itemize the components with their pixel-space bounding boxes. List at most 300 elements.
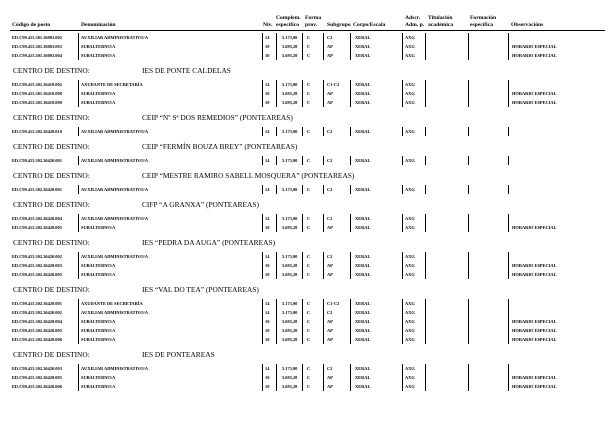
- column-divider: [323, 270, 324, 279]
- centre-label: CENTRO DE DESTINO:: [13, 171, 90, 180]
- table-row: [0, 89, 615, 98]
- column-divider: [262, 382, 263, 391]
- cell-subgrupo: AP: [327, 375, 333, 380]
- cell-code: ED.C99.415.302.36420.005: [12, 225, 62, 230]
- cell-corpo: XERAL: [355, 254, 371, 259]
- cell-adscr: AXG: [405, 187, 415, 192]
- column-divider: [302, 270, 303, 279]
- column-divider: [78, 373, 79, 382]
- cell-corpo: XERAL: [355, 53, 371, 58]
- cell-code: ED.C99.415.302.36420.005: [12, 272, 62, 277]
- cell-complemento: 5.693,28: [282, 319, 298, 324]
- column-divider: [323, 98, 324, 107]
- column-divider: [425, 51, 426, 60]
- table-row: [0, 299, 615, 308]
- cell-denominacion: AXUDANTE DE SECRETARÍA: [81, 82, 143, 87]
- column-divider: [323, 317, 324, 326]
- column-divider: [302, 89, 303, 98]
- cell-niv: 10: [265, 272, 270, 277]
- cell-adscr: AXG: [405, 129, 415, 134]
- table-row: [0, 270, 615, 279]
- cell-complemento: 5.173,00: [282, 254, 298, 259]
- centre-name: IES “VAL DO TEA” (PONTEAREAS): [142, 285, 259, 294]
- cell-forma: C: [307, 82, 311, 87]
- cell-niv: 14: [265, 254, 270, 259]
- cell-corpo: XERAL: [355, 35, 371, 40]
- cell-code: ED.C99.415.302.36420.002: [12, 310, 62, 315]
- cell-adscr: AXG: [405, 254, 415, 259]
- column-divider: [262, 364, 263, 373]
- cell-corpo: XERAL: [355, 272, 371, 277]
- header-especifico: específico: [276, 22, 299, 28]
- cell-complemento: 5.693,28: [282, 384, 298, 389]
- column-divider: [276, 98, 277, 107]
- column-divider: [508, 33, 509, 42]
- column-divider: [262, 326, 263, 335]
- cell-code: ED.C99.415.301.36003.004: [12, 53, 62, 58]
- cell-code: ED.C99.415.302.36420.003: [12, 366, 62, 371]
- column-divider: [468, 42, 469, 51]
- centre-name: IES “PEDRA DA AUGA” (PONTEAREAS): [142, 238, 276, 247]
- column-divider: [323, 42, 324, 51]
- cell-adscr: AXG: [405, 100, 415, 105]
- column-divider: [468, 185, 469, 194]
- cell-denominacion: AUXILIAR ADMINISTRATIVO/A: [81, 310, 149, 315]
- column-divider: [78, 270, 79, 279]
- cell-subgrupo: C2: [327, 310, 333, 315]
- cell-complemento: 5.693,28: [282, 225, 298, 230]
- cell-corpo: XERAL: [355, 301, 371, 306]
- column-divider: [350, 270, 351, 279]
- column-divider: [350, 373, 351, 382]
- header-codigo: Código de posto: [12, 22, 51, 28]
- cell-denominacion: SUBALTERNO/A: [81, 272, 116, 277]
- cell-adscr: AXG: [405, 225, 415, 230]
- cell-adscr: AXG: [405, 384, 415, 389]
- centre-heading: [0, 66, 615, 76]
- cell-adscr: AXG: [405, 91, 415, 96]
- cell-code: ED.C99.415.302.36420.001: [12, 158, 62, 163]
- column-divider: [78, 89, 79, 98]
- cell-forma: C: [307, 53, 311, 58]
- centre-heading: [0, 200, 615, 210]
- cell-complemento: 5.693,28: [282, 375, 298, 380]
- cell-complemento: 5.693,28: [282, 272, 298, 277]
- column-divider: [350, 252, 351, 261]
- header-forma: Forma: [305, 15, 322, 21]
- column-divider: [302, 185, 303, 194]
- column-divider: [508, 89, 509, 98]
- column-divider: [276, 127, 277, 136]
- column-divider: [402, 42, 403, 51]
- cell-code: ED.C99.415.302.36420.005: [12, 328, 62, 333]
- cell-forma: C: [307, 158, 311, 163]
- column-divider: [425, 299, 426, 308]
- centre-name: IES DE PONTE CALDELAS: [142, 66, 231, 75]
- column-divider: [508, 98, 509, 107]
- cell-observacions: HORARIO ESPECIAL: [512, 375, 557, 380]
- cell-corpo: XERAL: [355, 384, 371, 389]
- cell-complemento: 5.173,00: [282, 216, 298, 221]
- column-divider: [262, 51, 263, 60]
- header-corpo: Corpo/Escala: [353, 22, 386, 28]
- column-divider: [402, 252, 403, 261]
- cell-complemento: 5.173,00: [282, 158, 298, 163]
- cell-forma: C: [307, 310, 311, 315]
- column-divider: [78, 42, 79, 51]
- table-row: [0, 335, 615, 344]
- header-subgrupo: Subgrupo: [327, 22, 351, 28]
- table-row: [0, 364, 615, 373]
- cell-denominacion: AUXILIAR ADMINISTRATIVO/A: [81, 129, 149, 134]
- column-divider: [468, 373, 469, 382]
- column-divider: [302, 326, 303, 335]
- cell-denominacion: SUBALTERNO/A: [81, 53, 116, 58]
- column-divider: [468, 317, 469, 326]
- cell-corpo: XERAL: [355, 44, 371, 49]
- column-divider: [468, 214, 469, 223]
- cell-subgrupo: C2: [327, 187, 333, 192]
- cell-niv: 10: [265, 263, 270, 268]
- header-adm: Adm. p.: [405, 22, 425, 28]
- cell-denominacion: SUBALTERNO/A: [81, 263, 116, 268]
- cell-code: ED.C99.415.302.36420.004: [12, 216, 62, 221]
- column-divider: [323, 335, 324, 344]
- cell-complemento: 5.693,28: [282, 100, 298, 105]
- column-divider: [508, 364, 509, 373]
- column-divider: [302, 223, 303, 232]
- column-divider: [323, 261, 324, 270]
- cell-forma: C: [307, 263, 311, 268]
- column-divider: [350, 42, 351, 51]
- column-divider: [323, 299, 324, 308]
- column-divider: [425, 373, 426, 382]
- cell-niv: 14: [265, 129, 270, 134]
- column-divider: [350, 214, 351, 223]
- table-row: [0, 214, 615, 223]
- centre-label: CENTRO DE DESTINO:: [13, 350, 90, 359]
- table-row: [0, 373, 615, 382]
- cell-corpo: XERAL: [355, 216, 371, 221]
- column-divider: [78, 382, 79, 391]
- header-complem: Complem.: [276, 15, 301, 21]
- column-divider: [350, 33, 351, 42]
- column-divider: [468, 127, 469, 136]
- cell-denominacion: SUBALTERNO/A: [81, 375, 116, 380]
- cell-adscr: AXG: [405, 366, 415, 371]
- column-divider: [276, 326, 277, 335]
- cell-corpo: XERAL: [355, 82, 371, 87]
- column-divider: [350, 51, 351, 60]
- column-divider: [350, 308, 351, 317]
- table-row: [0, 308, 615, 317]
- table-row: [0, 252, 615, 261]
- column-divider: [276, 223, 277, 232]
- column-divider: [276, 42, 277, 51]
- column-divider: [508, 382, 509, 391]
- centre-heading: [0, 285, 615, 295]
- column-divider: [302, 127, 303, 136]
- column-divider: [350, 98, 351, 107]
- column-divider: [402, 382, 403, 391]
- cell-denominacion: SUBALTERNO/A: [81, 319, 116, 324]
- cell-adscr: AXG: [405, 216, 415, 221]
- column-divider: [302, 51, 303, 60]
- column-divider: [323, 80, 324, 89]
- column-divider: [323, 127, 324, 136]
- column-divider: [302, 156, 303, 165]
- cell-forma: C: [307, 384, 311, 389]
- column-divider: [276, 308, 277, 317]
- column-divider: [276, 33, 277, 42]
- cell-adscr: AXG: [405, 35, 415, 40]
- cell-denominacion: AUXILIAR ADMINISTRATIVO/A: [81, 216, 149, 221]
- column-divider: [276, 364, 277, 373]
- table-row: [0, 261, 615, 270]
- cell-niv: 10: [265, 337, 270, 342]
- column-divider: [508, 156, 509, 165]
- cell-subgrupo: AP: [327, 337, 333, 342]
- column-divider: [262, 33, 263, 42]
- cell-code: ED.C99.415.301.36003.002: [12, 35, 62, 40]
- column-divider: [78, 185, 79, 194]
- column-divider: [350, 89, 351, 98]
- cell-niv: 14: [265, 301, 270, 306]
- column-divider: [425, 252, 426, 261]
- cell-observacions: HORARIO ESPECIAL: [512, 263, 557, 268]
- centre-heading: [0, 171, 615, 181]
- cell-forma: C: [307, 216, 311, 221]
- cell-forma: C: [307, 272, 311, 277]
- table-row: [0, 127, 615, 136]
- column-divider: [402, 214, 403, 223]
- column-divider: [425, 364, 426, 373]
- column-divider: [468, 261, 469, 270]
- column-divider: [78, 98, 79, 107]
- column-divider: [508, 127, 509, 136]
- column-divider: [425, 308, 426, 317]
- column-divider: [323, 364, 324, 373]
- cell-subgrupo: AP: [327, 319, 333, 324]
- cell-code: ED.C99.415.302.36420.004: [12, 319, 62, 324]
- centre-heading: [0, 238, 615, 248]
- cell-corpo: XERAL: [355, 225, 371, 230]
- column-divider: [468, 364, 469, 373]
- cell-subgrupo: C2: [327, 129, 333, 134]
- cell-niv: 14: [265, 366, 270, 371]
- cell-corpo: XERAL: [355, 91, 371, 96]
- cell-forma: C: [307, 254, 311, 259]
- cell-adscr: AXG: [405, 337, 415, 342]
- cell-subgrupo: C2: [327, 366, 333, 371]
- column-divider: [323, 373, 324, 382]
- column-divider: [276, 252, 277, 261]
- column-divider: [425, 33, 426, 42]
- cell-adscr: AXG: [405, 158, 415, 163]
- table-row: [0, 317, 615, 326]
- column-divider: [402, 364, 403, 373]
- cell-observacions: HORARIO ESPECIAL: [512, 100, 557, 105]
- cell-corpo: XERAL: [355, 310, 371, 315]
- column-divider: [425, 127, 426, 136]
- column-divider: [402, 223, 403, 232]
- column-divider: [323, 156, 324, 165]
- column-divider: [302, 252, 303, 261]
- cell-adscr: AXG: [405, 44, 415, 49]
- column-divider: [402, 261, 403, 270]
- column-divider: [323, 214, 324, 223]
- column-divider: [302, 214, 303, 223]
- cell-forma: C: [307, 301, 311, 306]
- cell-forma: C: [307, 129, 311, 134]
- column-divider: [350, 335, 351, 344]
- column-divider: [468, 308, 469, 317]
- table-row: [0, 382, 615, 391]
- table-row: [0, 326, 615, 335]
- cell-corpo: XERAL: [355, 366, 371, 371]
- column-divider: [425, 335, 426, 344]
- column-divider: [425, 156, 426, 165]
- centre-label: CENTRO DE DESTINO:: [13, 113, 90, 122]
- column-divider: [508, 223, 509, 232]
- cell-denominacion: SUBALTERNO/A: [81, 100, 116, 105]
- cell-code: ED.C99.415.301.36410.008: [12, 91, 62, 96]
- column-divider: [402, 185, 403, 194]
- cell-code: ED.C99.415.302.36420.003: [12, 263, 62, 268]
- column-divider: [302, 364, 303, 373]
- cell-niv: 14: [265, 158, 270, 163]
- cell-code: ED.C99.415.302.36420.006: [12, 384, 62, 389]
- column-divider: [468, 223, 469, 232]
- column-divider: [323, 33, 324, 42]
- column-divider: [508, 308, 509, 317]
- cell-complemento: 5.693,28: [282, 91, 298, 96]
- cell-niv: 14: [265, 82, 270, 87]
- column-divider: [350, 299, 351, 308]
- header-academica: académica: [428, 22, 454, 28]
- cell-denominacion: SUBALTERNO/A: [81, 225, 116, 230]
- column-divider: [302, 299, 303, 308]
- column-divider: [276, 261, 277, 270]
- column-divider: [78, 33, 79, 42]
- cell-corpo: XERAL: [355, 100, 371, 105]
- cell-complemento: 5.173,00: [282, 301, 298, 306]
- column-divider: [402, 51, 403, 60]
- cell-complemento: 5.693,28: [282, 263, 298, 268]
- cell-subgrupo: C2: [327, 35, 333, 40]
- column-divider: [276, 299, 277, 308]
- column-divider: [323, 382, 324, 391]
- column-divider: [402, 98, 403, 107]
- column-divider: [302, 80, 303, 89]
- header-niv: Niv.: [263, 22, 273, 28]
- cell-corpo: XERAL: [355, 328, 371, 333]
- column-divider: [276, 80, 277, 89]
- cell-code: ED.C99.415.302.36420.001: [12, 187, 62, 192]
- column-divider: [468, 98, 469, 107]
- column-divider: [350, 80, 351, 89]
- cell-observacions: HORARIO ESPECIAL: [512, 91, 557, 96]
- cell-code: ED.C99.415.302.36420.001: [12, 301, 62, 306]
- header-adscr: Adscr.: [405, 15, 421, 21]
- cell-niv: 10: [265, 375, 270, 380]
- column-divider: [508, 185, 509, 194]
- header-rule: [10, 30, 605, 31]
- cell-corpo: XERAL: [355, 129, 371, 134]
- column-divider: [78, 156, 79, 165]
- cell-code: ED.C99.415.302.36420.010: [12, 129, 62, 134]
- column-divider: [276, 373, 277, 382]
- column-divider: [323, 223, 324, 232]
- cell-forma: C: [307, 366, 311, 371]
- cell-niv: 10: [265, 319, 270, 324]
- column-divider: [468, 382, 469, 391]
- cell-code: ED.C99.415.302.36420.005: [12, 375, 62, 380]
- cell-adscr: AXG: [405, 319, 415, 324]
- centre-heading: [0, 142, 615, 152]
- column-divider: [468, 156, 469, 165]
- cell-denominacion: AXUDANTE DE SECRETARÍA: [81, 301, 143, 306]
- centre-name: IES DE PONTEAREAS: [142, 350, 215, 359]
- column-divider: [402, 299, 403, 308]
- centre-name: CIFP “A GRANXA” (PONTEAREAS): [142, 200, 259, 209]
- column-divider: [302, 98, 303, 107]
- cell-corpo: XERAL: [355, 263, 371, 268]
- table-row: [0, 185, 615, 194]
- cell-subgrupo: AP: [327, 263, 333, 268]
- column-divider: [262, 308, 263, 317]
- column-divider: [262, 127, 263, 136]
- cell-corpo: XERAL: [355, 158, 371, 163]
- cell-subgrupo: AP: [327, 100, 333, 105]
- column-divider: [78, 261, 79, 270]
- cell-denominacion: AUXILIAR ADMINISTRATIVO/A: [81, 187, 149, 192]
- column-divider: [276, 317, 277, 326]
- column-divider: [302, 261, 303, 270]
- header-denominacion: Denominación: [81, 22, 116, 28]
- cell-subgrupo: AP: [327, 328, 333, 333]
- cell-complemento: 5.173,00: [282, 35, 298, 40]
- column-divider: [508, 270, 509, 279]
- column-divider: [350, 127, 351, 136]
- cell-forma: C: [307, 319, 311, 324]
- cell-niv: 10: [265, 384, 270, 389]
- cell-adscr: AXG: [405, 53, 415, 58]
- cell-denominacion: AUXILIAR ADMINISTRATIVO/A: [81, 35, 149, 40]
- column-divider: [262, 156, 263, 165]
- cell-complemento: 5.173,00: [282, 129, 298, 134]
- column-divider: [402, 308, 403, 317]
- cell-niv: 14: [265, 35, 270, 40]
- cell-subgrupo: C2: [327, 158, 333, 163]
- column-divider: [402, 335, 403, 344]
- cell-observacions: HORARIO ESPECIAL: [512, 272, 557, 277]
- centre-name: CEIP “Nº Sª DOS REMEDIOS” (PONTEAREAS): [142, 113, 293, 122]
- column-divider: [468, 270, 469, 279]
- cell-adscr: AXG: [405, 328, 415, 333]
- column-divider: [402, 270, 403, 279]
- centre-label: CENTRO DE DESTINO:: [13, 285, 90, 294]
- column-divider: [508, 51, 509, 60]
- column-divider: [402, 89, 403, 98]
- column-divider: [425, 223, 426, 232]
- column-divider: [508, 42, 509, 51]
- cell-adscr: AXG: [405, 301, 415, 306]
- column-divider: [78, 326, 79, 335]
- column-divider: [402, 127, 403, 136]
- column-divider: [425, 42, 426, 51]
- cell-denominacion: AUXILIAR ADMINISTRATIVO/A: [81, 254, 149, 259]
